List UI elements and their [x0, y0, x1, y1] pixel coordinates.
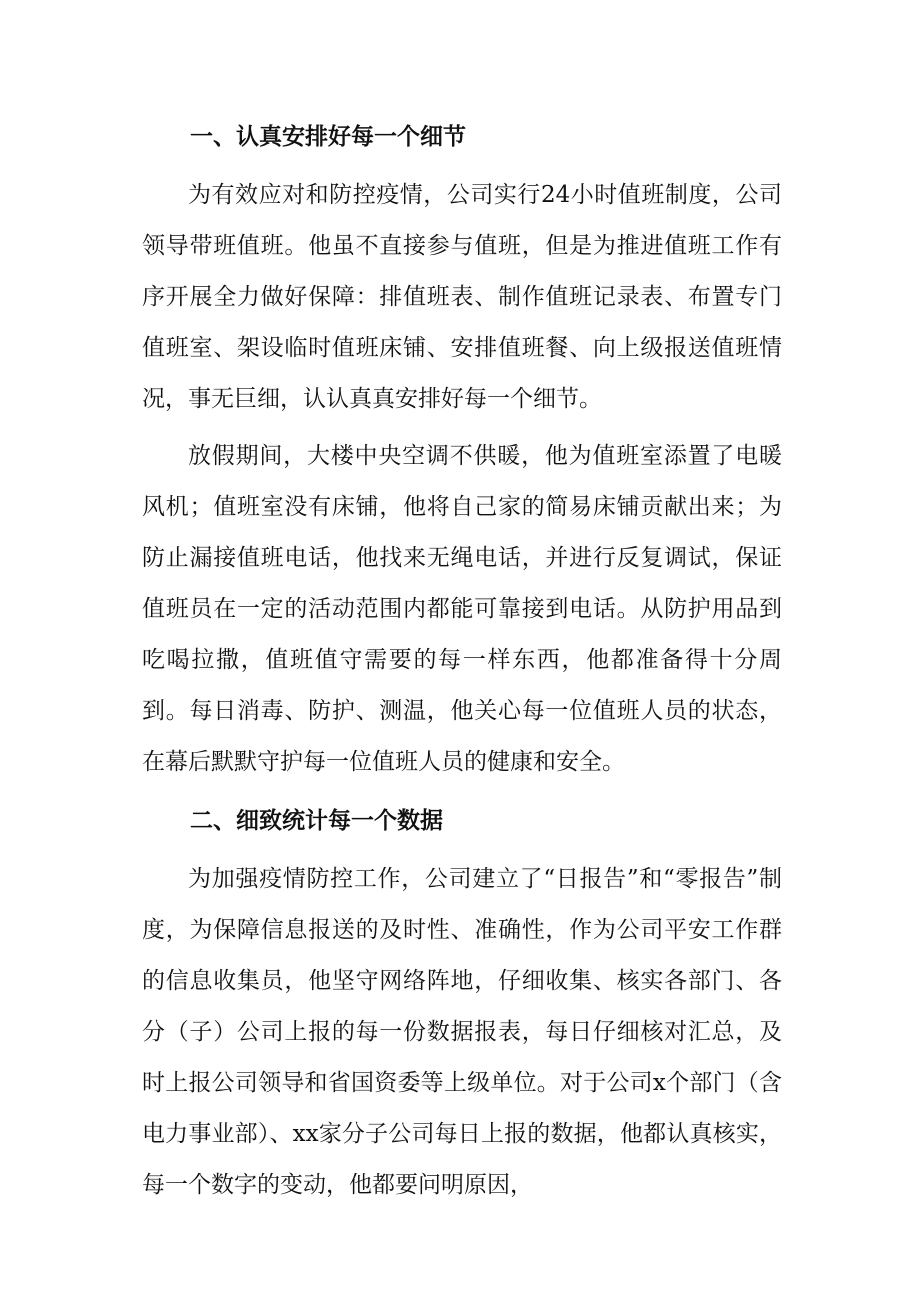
section-heading-2: 二、细致统计每一个数据 — [190, 808, 443, 834]
document-body — [142, 112, 782, 1211]
paragraph-1: 为有效应对和防控疫情，公司实行24小时值班制度，公司领导带班值班。他虽不直接参与值班，但是为推进值班工作有序开展全力做好保障：排值班表、制作值班记录表、布置专门值班室、架设临时值班床铺、安排值班餐、向上级报送值班情况，事无巨细，认认真真安排好每一个细节。 — [142, 182, 782, 412]
section-heading-1: 一、认真安排好每一个细节 — [190, 124, 466, 150]
paragraph-3: 为加强疫情防控工作，公司建立了“日报告”和“零报告”制度，为保障信息报送的及时性、准确性，作为公司平安工作群的信息收集员，他坚守网络阵地，仔细收集、核实各部门、各分（子）公司上报的每一份数据报表，每日仔细核对汇总，及时上报公司领导和省国资委等上级单位。对于公司x个部门（含电力事业部）、xx家分子公司每日上报的数据，他都认真核实，每一个数字的变动，他都要问明原因， — [142, 866, 782, 1198]
paragraph-2: 放假期间，大楼中央空调不供暖，他为值班室添置了电暖风机；值班室没有床铺，他将自己家的简易床铺贡献出来；为防止漏接值班电话，他找来无绳电话，并进行反复调试，保证值班员在一定的活动范围内都能可靠接到电话。从防护用品到吃喝拉撒，值班值守需要的每一样东西，他都准备得十分周到。每日消毒、防护、测温，他关心每一位值班人员的状态，在幕后默默守护每一位值班人员的健康和安全。 — [142, 443, 782, 775]
